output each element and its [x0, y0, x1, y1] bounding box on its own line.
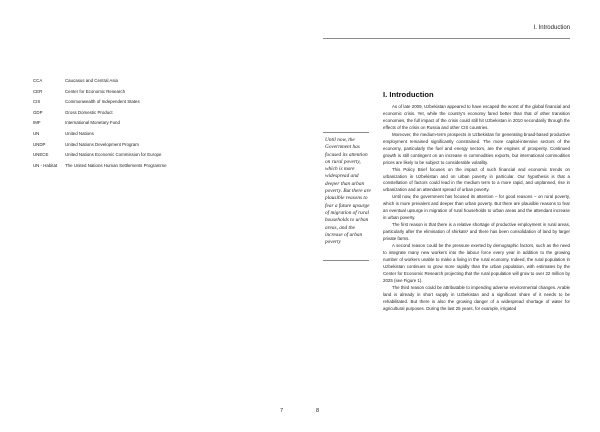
header-rule	[323, 38, 570, 39]
abbreviation: IMF	[33, 120, 41, 126]
section-title: I. Introduction	[383, 90, 434, 99]
paragraph: This Policy Brief focuses on the impact of such financial and economic trends on urbanization in Uzbekistan and on urban poverty in particular. Our hypothesis is that a constellation of factors could lead in the medium term to a more rapid, and unplanned, rise in urbanization and an attendant spread of urban poverty.	[383, 166, 570, 193]
page-number-right: 8	[316, 408, 320, 414]
table-row	[33, 142, 283, 153]
table-row	[33, 131, 283, 142]
body-text	[383, 104, 570, 313]
table-row	[33, 78, 283, 89]
abbreviation: CIS	[33, 99, 41, 105]
running-head: I. Introduction	[533, 25, 570, 31]
abbreviation: CER	[33, 88, 43, 94]
abbreviation-meaning: Gross Domestic Product	[65, 109, 113, 115]
table-row	[33, 163, 283, 174]
paragraph: Moreover, the medium-term prospects in Uzbekistan for generating broad-based productive employment remained significantly constrained. The more capital-intensive sectors of the economy, particularly the fuel and energy sectors, are the engines of prosperity. Continued growth is still contingent on an increase in commodities exports, but international commodities prices are likely to be subject to considerable volatility.	[383, 131, 570, 165]
abbreviation-meaning: United Nations	[65, 130, 94, 136]
paragraph: The third reason could be attributable to impending adverse environmental changes. Arable land is already in short supply in Uzbekistan and a significant share of it needs to be rehabilitated. But there is also the growing danger of a widespread shortage of water for agricultural purposes. During the last 25 years, for example, irrigated	[383, 284, 570, 311]
abbreviation-meaning: The United Nations Human Settlements Programme	[65, 162, 167, 168]
paragraph: The first reason is that there is a relative shortage of productive employment in rural areas, particularly after the elimination of shirkats¹ and there has been consolidation of land by larger private farms.	[383, 222, 570, 242]
table-row	[33, 99, 283, 110]
table-row	[33, 110, 283, 121]
table-row	[33, 120, 283, 131]
abbreviation: UN - Habitat	[33, 162, 58, 168]
abbreviation: GDP	[33, 109, 43, 115]
table-row	[33, 152, 283, 163]
abbreviation: UN	[33, 130, 40, 136]
abbreviations-table	[33, 78, 283, 173]
abbreviation-meaning: Caucasus and Central Asia	[65, 78, 118, 83]
paragraph: Until now, the government has focused its attention – for good reasons – on rural poverty, which is more prevalent and deeper than urban poverty. But there are plausible reasons to fear an eventual upsurge in migration of rural households to urban areas and the attendant increase in urban poverty.	[383, 194, 570, 221]
pull-quote: Until now, the Government has focused its attention on rural poverty, which is more widespread and deeper than urban poverty. But there are plausible reasons to fear a future upsurge of migration of rural households to urban areas, and the increase of urban poverty	[325, 137, 371, 246]
abbreviation-meaning: United Nations Development Program	[65, 141, 139, 147]
pull-quote-bottom-rule	[323, 260, 369, 261]
page-number-left: 7	[280, 408, 284, 414]
abbreviation: UNDP	[33, 141, 46, 147]
abbreviation: CCA	[33, 78, 43, 83]
abbreviation-meaning: International Monetary Fund	[65, 120, 120, 126]
abbreviation: UNECE	[33, 152, 49, 158]
paragraph: As of late 2009, Uzbekistan appeared to have escaped the worst of the global financial and economic crisis. Yet, while the country's economy fared better than that of other transition economies, the full impact of the crisis could still hit Uzbekistan in 2010 secondarily through the effects of the crisis on Russia and other CIS countries.	[383, 104, 570, 130]
table-row	[33, 89, 283, 100]
paragraph: A second reason could be the pressure exerted by demographic factors, such as the need to integrate many new workers into the labour force every year in addition to the growing number of workers unable to make a living in the rural economy. Indeed, the rural population in Uzbekistan continues to grow more rapidly than the urban population, with estimates by the Center for Economic Research projecting that the rural population will grow to over 22 million by 2025 (see Figure 1).	[383, 243, 570, 283]
pull-quote-top-rule	[323, 132, 369, 133]
abbreviation-meaning: Commonwealth of Independent States	[65, 99, 140, 105]
abbreviation-meaning: United Nations Economic Commission for Europe	[65, 152, 162, 158]
abbreviation-meaning: Center for Economic Research	[65, 88, 126, 94]
